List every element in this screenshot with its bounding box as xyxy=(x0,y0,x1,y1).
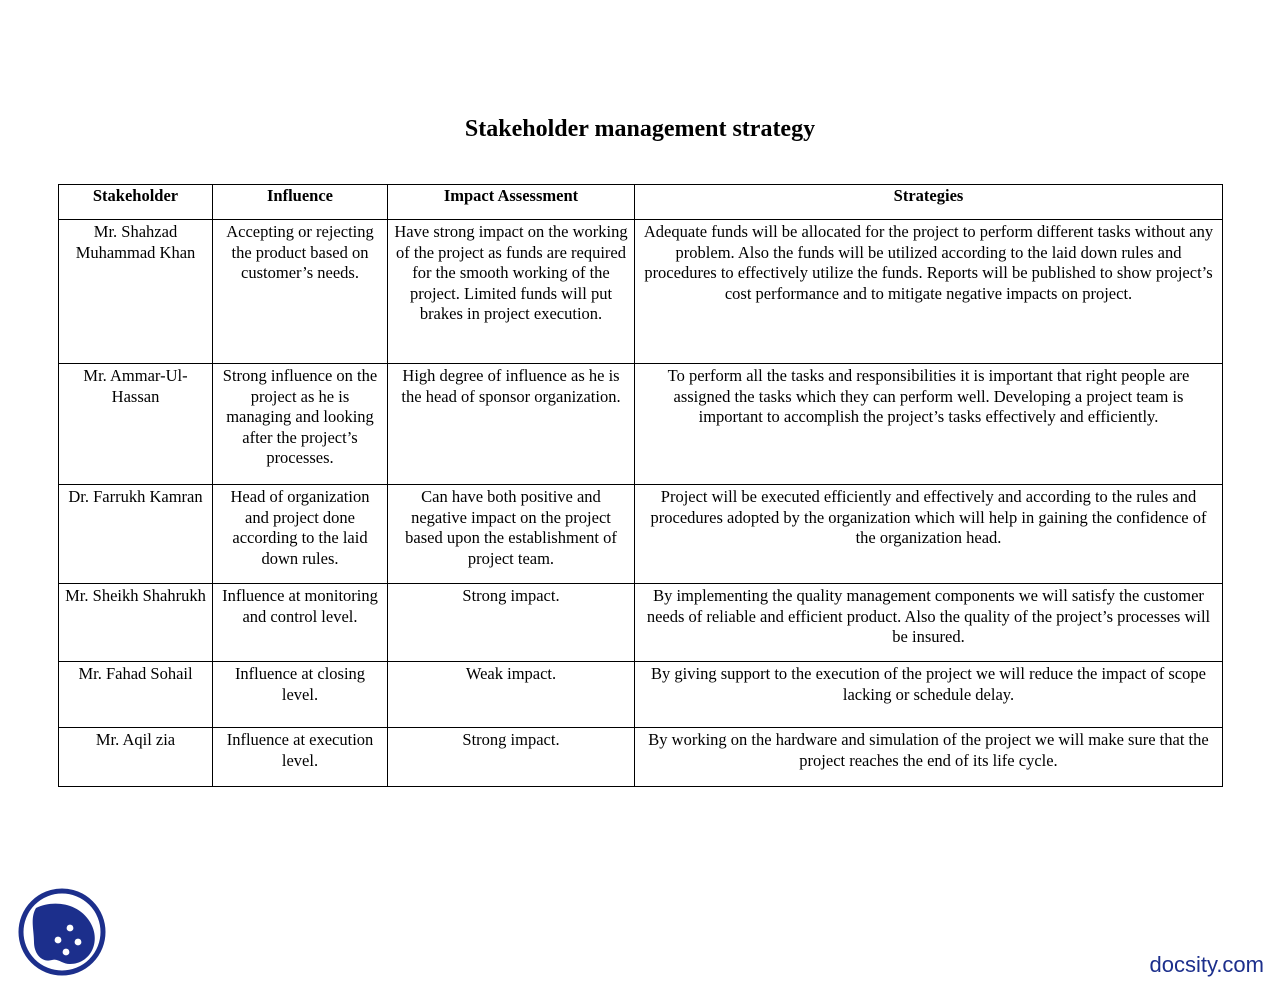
brand-link[interactable]: docsity.com xyxy=(1149,952,1264,977)
cell-stakeholder: Mr. Sheikh Shahrukh xyxy=(59,584,213,662)
header-influence: Influence xyxy=(213,185,388,220)
table-row xyxy=(59,662,1223,728)
table-row xyxy=(59,364,1223,485)
cell-impact: Strong impact. xyxy=(388,584,635,662)
cell-strategy: By implementing the quality management components we will satisfy the customer needs of reliable and efficient product. Also the quality of the project’s processes will be insured. xyxy=(635,584,1223,662)
cell-impact: Strong impact. xyxy=(388,728,635,787)
table-row xyxy=(59,485,1223,584)
table-header-row xyxy=(59,185,1223,220)
cell-impact: Can have both positive and negative impact on the project based upon the establishment of project team. xyxy=(388,485,635,584)
cell-influence: Accepting or rejecting the product based on customer’s needs. xyxy=(213,220,388,364)
cell-influence: Strong influence on the project as he is managing and looking after the project’s processes. xyxy=(213,364,388,485)
header-stakeholder: Stakeholder xyxy=(59,185,213,220)
cell-stakeholder: Mr. Ammar-Ul-Hassan xyxy=(59,364,213,485)
cell-strategy: Project will be executed efficiently and effectively and according to the rules and procedures adopted by the organization which will help in gaining the confidence of the organization head. xyxy=(635,485,1223,584)
cell-stakeholder: Mr. Fahad Sohail xyxy=(59,662,213,728)
docsity-logo-icon[interactable] xyxy=(18,888,106,976)
table-row xyxy=(59,220,1223,364)
cell-strategy: By working on the hardware and simulation of the project we will make sure that the project reaches the end of its life cycle. xyxy=(635,728,1223,787)
cell-influence: Influence at closing level. xyxy=(213,662,388,728)
cell-strategy: To perform all the tasks and responsibilities it is important that right people are assigned the tasks which they can perform well. Developing a project team is important to accomplish the project’s tasks effectively and efficiently. xyxy=(635,364,1223,485)
cell-strategy: By giving support to the execution of the project we will reduce the impact of scope lacking or schedule delay. xyxy=(635,662,1223,728)
table-row xyxy=(59,584,1223,662)
cell-impact: Have strong impact on the working of the project as funds are required for the smooth working of the project. Limited funds will put brakes in project execution. xyxy=(388,220,635,364)
cell-stakeholder: Mr. Shahzad Muhammad Khan xyxy=(59,220,213,364)
stakeholder-table xyxy=(58,184,1223,787)
header-impact-assessment: Impact Assessment xyxy=(388,185,635,220)
page-title: Stakeholder management strategy xyxy=(464,116,816,142)
cell-influence: Head of organization and project done according to the laid down rules. xyxy=(213,485,388,584)
cell-stakeholder: Dr. Farrukh Kamran xyxy=(59,485,213,584)
cell-stakeholder: Mr. Aqil zia xyxy=(59,728,213,787)
table-row xyxy=(59,728,1223,787)
cell-strategy: Adequate funds will be allocated for the project to perform different tasks without any problem. Also the funds will be utilized according to the laid down rules and procedures to effectively utilize the funds. Reports will be published to show project’s cost performance and to mitigate negative impacts on project. xyxy=(635,220,1223,364)
cell-impact: Weak impact. xyxy=(388,662,635,728)
cell-influence: Influence at execution level. xyxy=(213,728,388,787)
cell-impact: High degree of influence as he is the head of sponsor organization. xyxy=(388,364,635,485)
header-strategies: Strategies xyxy=(635,185,1223,220)
cell-influence: Influence at monitoring and control level. xyxy=(213,584,388,662)
